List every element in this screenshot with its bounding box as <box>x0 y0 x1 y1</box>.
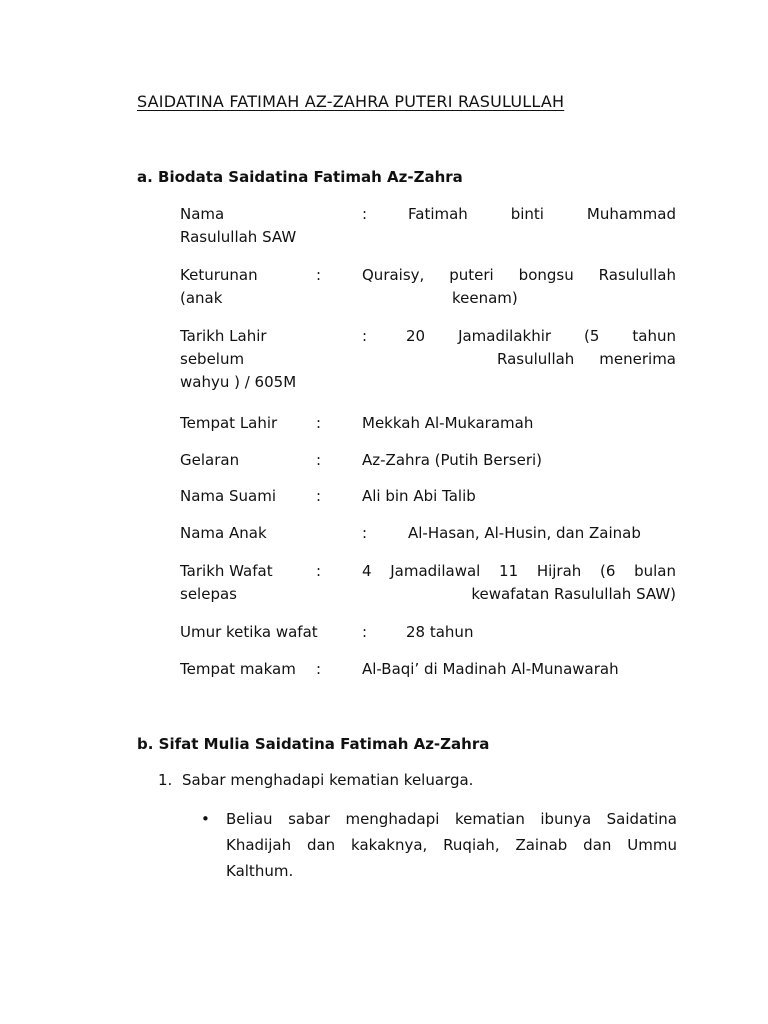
bio-colon: : <box>316 660 322 678</box>
bio-label-nama-suami: Nama Suami <box>180 487 276 505</box>
bio-label-tarikh-lahir: Tarikh Lahir sebelum wahyu ) / 605M <box>180 327 297 391</box>
bio-value-tarikh-lahir-line2: Rasulullah menerima <box>497 350 676 368</box>
bio-colon: : <box>316 414 322 432</box>
bio-label-nama: Nama Rasulullah SAW <box>180 205 297 246</box>
bio-colon: : <box>316 562 322 580</box>
bio-value-tempat-makam: Al-Baqi’ di Madinah Al-Munawarah <box>362 660 619 678</box>
bio-value-nama: Fatimah binti Muhammad <box>408 205 676 223</box>
bio-value-tempat-lahir: Mekkah Al-Mukaramah <box>362 414 534 432</box>
bio-value-tarikh-lahir-line1: 20 Jamadilakhir (5 tahun <box>406 327 676 345</box>
section-b-heading: b. Sifat Mulia Saidatina Fatimah Az-Zahra <box>137 735 490 753</box>
bio-colon: : <box>362 205 368 223</box>
bio-colon: : <box>316 266 322 284</box>
bio-value-nama-suami: Ali bin Abi Talib <box>362 487 476 505</box>
bio-label-nama-anak: Nama Anak <box>180 524 267 542</box>
bio-colon: : <box>362 524 368 542</box>
bullet-item-1 <box>203 806 677 884</box>
bullet-line-1: Beliau sabar menghadapi kematian ibunya Saidatina <box>226 810 677 828</box>
bullet-dot-icon: • <box>201 810 210 828</box>
bio-label-tarikh-wafat: Tarikh Wafat selepas <box>180 562 273 603</box>
bio-label-gelaran: Gelaran <box>180 451 240 469</box>
bio-label-umur: Umur ketika wafat <box>180 623 318 641</box>
numbered-item-1 <box>158 771 473 789</box>
bullet-text <box>226 806 677 884</box>
document-title: SAIDATINA FATIMAH AZ-ZAHRA PUTERI RASULULLAH <box>137 92 565 111</box>
bio-value-keturunan-line2: keenam) <box>452 289 518 307</box>
section-a-heading: a. Biodata Saidatina Fatimah Az-Zahra <box>137 168 463 186</box>
bio-label-keturunan: Keturunan (anak <box>180 266 258 307</box>
numbered-item-text: Sabar menghadapi kematian keluarga. <box>182 771 474 789</box>
bio-label-tempat-makam: Tempat makam <box>180 660 296 678</box>
bio-value-gelaran: Az-Zahra (Putih Berseri) <box>362 451 543 469</box>
bio-colon: : <box>316 487 322 505</box>
bio-value-umur: 28 tahun <box>406 623 474 641</box>
bio-label-tempat-lahir: Tempat Lahir <box>180 414 278 432</box>
list-number: 1. <box>158 771 173 789</box>
bullet-line-2: Khadijah dan kakaknya, Ruqiah, Zainab dan Ummu <box>226 836 677 854</box>
bio-colon: : <box>362 623 368 641</box>
bio-value-tarikh-wafat-line2: kewafatan Rasulullah SAW) <box>471 585 676 603</box>
bio-value-tarikh-wafat-line1: 4 Jamadilawal 11 Hijrah (6 bulan <box>362 562 676 580</box>
bio-colon: : <box>316 451 322 469</box>
bullet-line-3: Kalthum. <box>226 862 294 880</box>
bio-value-nama-anak: Al-Hasan, Al-Husin, dan Zainab <box>408 524 641 542</box>
bio-colon: : <box>362 327 368 345</box>
bio-value-keturunan-line1: Quraisy, puteri bongsu Rasulullah <box>362 266 676 284</box>
